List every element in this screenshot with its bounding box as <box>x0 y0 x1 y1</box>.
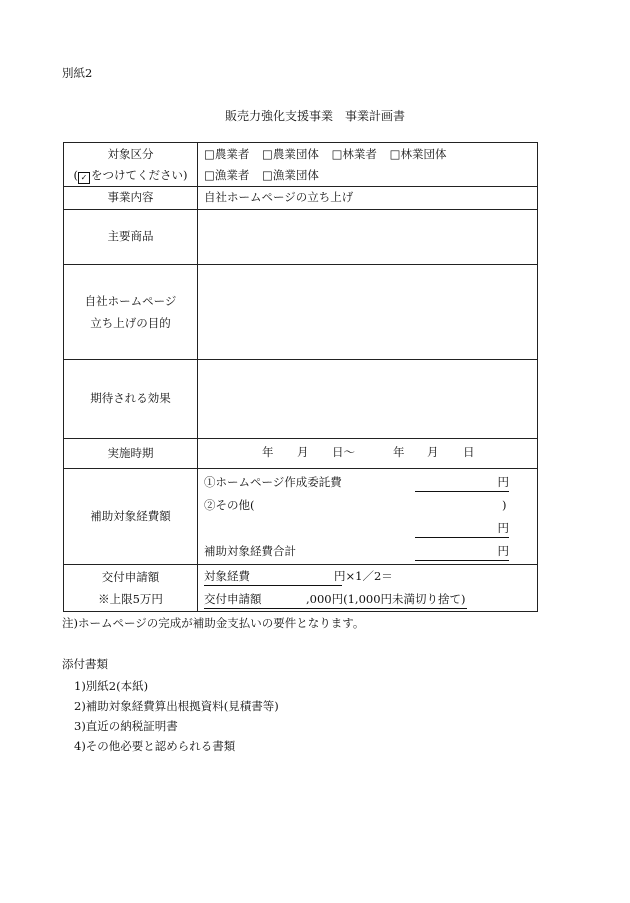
period-label: 実施時期 <box>64 439 198 469</box>
effect-label: 期待される効果 <box>64 360 198 439</box>
expense-total-amount[interactable]: 円 <box>415 545 509 561</box>
purpose-row <box>64 265 538 360</box>
expense-item2 <box>204 494 537 517</box>
attachment-item: 1)別紙2(本紙) <box>74 679 149 693</box>
target-expense-formula: 円×1／2＝ <box>334 569 393 583</box>
expense-item1-amount[interactable]: 円 <box>415 476 509 492</box>
attachment-item: 3)直近の納税証明書 <box>74 719 178 733</box>
expense-total <box>204 540 537 563</box>
business-row <box>64 187 538 210</box>
option-fishery-group[interactable]: □漁業団体 <box>262 167 319 182</box>
period-row <box>64 439 538 469</box>
application-amount-label: 交付申請額 <box>204 592 262 606</box>
option-forestry-group[interactable]: □林業団体 <box>389 146 447 161</box>
effect-value[interactable] <box>198 360 538 439</box>
category-options <box>198 143 538 187</box>
category-label <box>64 143 198 187</box>
period-year2: 年 <box>393 444 405 459</box>
purpose-label-line2: 立ち上げの目的 <box>90 316 171 330</box>
period-month1: 月 <box>297 444 309 459</box>
purpose-label-line1: 自社ホームページ <box>84 294 177 308</box>
check-box-icon: ✓ <box>78 172 90 184</box>
period-day2: 日 <box>463 444 475 459</box>
option-fisher[interactable]: □漁業者 <box>204 167 250 182</box>
footnote: 注)ホームページの完成が補助金支払いの要件となります。 <box>62 616 365 630</box>
attachment-label: 別紙2 <box>62 66 93 80</box>
option-farmer[interactable]: □農業者 <box>204 146 250 161</box>
products-value[interactable] <box>198 210 538 265</box>
attachment-item: 4)その他必要と認められる書類 <box>74 739 236 753</box>
purpose-value[interactable] <box>198 265 538 360</box>
period-day1: 日〜 <box>332 444 355 459</box>
purpose-label <box>64 265 198 360</box>
page-title: 販売力強化支援事業 事業計画書 <box>224 109 405 123</box>
option-farm-group[interactable]: □農業団体 <box>262 146 319 161</box>
application-detail <box>198 565 538 612</box>
business-plan-table <box>63 142 538 612</box>
expense-total-label: 補助対象経費合計 <box>204 544 296 558</box>
products-label: 主要商品 <box>64 210 198 265</box>
business-label: 事業内容 <box>64 187 198 210</box>
expenses-detail <box>198 469 538 565</box>
application-amount-suffix: ,000円(1,000円未満切り捨て) <box>306 592 466 606</box>
products-row <box>64 210 538 265</box>
application-limit-note: ※上限5万円 <box>98 592 163 606</box>
category-row <box>64 143 538 187</box>
attachment-item: 2)補助対象経費算出根拠資料(見積書等) <box>74 699 279 713</box>
target-expense-label: 対象経費 <box>204 569 250 583</box>
period-value[interactable] <box>198 439 538 469</box>
expense-item1-label: ①ホームページ作成委託費 <box>204 475 342 489</box>
category-options-row2 <box>204 165 537 186</box>
period-year1: 年 <box>262 444 274 459</box>
expenses-row <box>64 469 538 565</box>
category-note <box>64 165 197 186</box>
category-label-text: 対象区分 <box>107 146 154 161</box>
category-note-text: をつけてください) <box>91 167 188 182</box>
expense-item2-label: ②その他( <box>204 498 255 512</box>
expense-item2-amount[interactable]: 円 <box>415 522 509 538</box>
attachments-title: 添付書類 <box>62 657 108 671</box>
category-options-row1 <box>204 144 537 165</box>
application-line2 <box>204 588 537 611</box>
application-line1 <box>204 565 537 588</box>
application-row <box>64 565 538 612</box>
application-label-line1: 交付申請額 <box>101 570 160 584</box>
business-value[interactable]: 自社ホームページの立ち上げ <box>198 187 538 210</box>
period-month2: 月 <box>427 444 439 459</box>
application-label <box>64 565 198 612</box>
expense-item2-amount-row <box>204 517 537 540</box>
target-expense-field[interactable] <box>204 570 342 586</box>
expense-item2-close: ) <box>502 498 507 512</box>
expenses-label: 補助対象経費額 <box>64 469 198 565</box>
effect-row <box>64 360 538 439</box>
paren-open: ( <box>73 167 78 182</box>
expense-item1 <box>204 471 537 494</box>
option-forester[interactable]: □林業者 <box>331 146 377 161</box>
